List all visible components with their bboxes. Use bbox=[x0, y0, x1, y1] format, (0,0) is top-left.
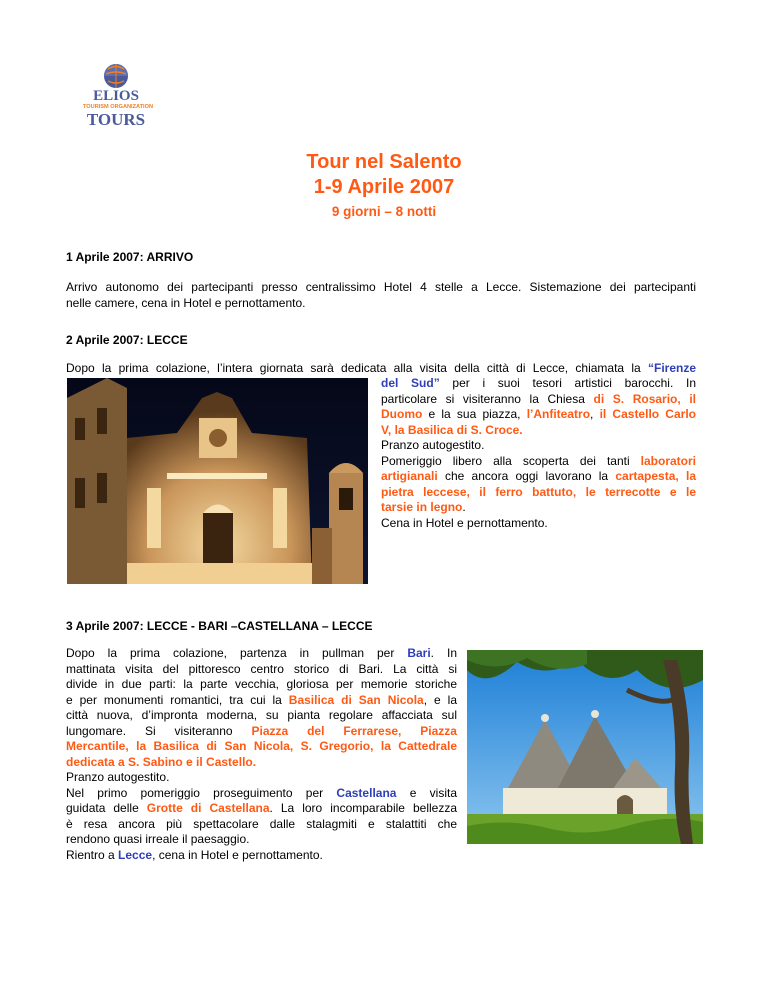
day2-text-3: e la sua piazza, bbox=[422, 407, 527, 421]
mercantile-highlight: Mercantile, la Basilica di San Nicola, S. Gregorio, la Cattedrale bbox=[66, 739, 457, 753]
lecce-duomo-photo bbox=[67, 378, 368, 584]
day3-line14b: , cena in Hotel e pernottamento. bbox=[152, 847, 323, 862]
bari-highlight: Bari bbox=[407, 646, 431, 660]
trulli-photo bbox=[467, 650, 703, 844]
castello-highlight: il Castello Carlo bbox=[599, 407, 696, 421]
day1-text bbox=[66, 280, 696, 311]
day1-line2: nelle camere, cena in Hotel e pernottamento. bbox=[66, 295, 306, 310]
tour-dates: 1-9 Aprile 2007 bbox=[313, 176, 455, 198]
day3-line10b: e visita bbox=[396, 785, 457, 800]
day2-text-5: che ancora oggi lavorano la bbox=[437, 469, 616, 483]
day3-line12: è resa ancora più spettacolare dalle stalagmiti e stalattiti che bbox=[66, 816, 457, 831]
day3-text bbox=[66, 646, 457, 863]
grotte-highlight: Grotte di Castellana bbox=[146, 801, 270, 815]
day3-line4b: , e la bbox=[423, 692, 457, 707]
day3-line5: città nuova, d’impronta moderna, su pianta regolare affacciata sul bbox=[66, 708, 457, 722]
day2-intro: Dopo la prima colazione, l’intera giornata sarà dedicata alla visita della città di Lecce, chiamata la bbox=[66, 361, 648, 375]
cartapesta-highlight: cartapesta, la bbox=[615, 469, 696, 483]
lecce-highlight: Lecce bbox=[118, 847, 153, 862]
day2-intro-line bbox=[66, 361, 696, 377]
day3-line4: e per monumenti romantici, tra cui la bbox=[66, 692, 289, 707]
sabino-highlight: dedicata a S. Sabino e il Castello. bbox=[66, 754, 257, 769]
day3-line6: lungomare. Si visiteranno bbox=[66, 723, 252, 738]
day3-pranzo: Pranzo autogestito. bbox=[66, 770, 170, 784]
ferrarese-highlight: Piazza del Ferrarese, Piazza bbox=[251, 723, 457, 738]
day1-line1: Arrivo autonomo dei partecipanti presso centralissimo Hotel 4 stelle a Lecce. Sistemazione dei partecipanti bbox=[66, 280, 696, 294]
day3-line14: Rientro a bbox=[66, 847, 119, 862]
logo-subtitle: TOURISM ORGANIZATION bbox=[82, 104, 154, 110]
laboratori-highlight: laboratori bbox=[640, 453, 696, 468]
tarsie-highlight: tarsie in legno bbox=[381, 500, 463, 514]
day2-heading: 2 Aprile 2007: LECCE bbox=[66, 333, 188, 347]
day1-heading: 1 Aprile 2007: ARRIVO bbox=[66, 250, 194, 264]
artigianali-highlight: artigianali bbox=[381, 469, 438, 483]
day2-column bbox=[381, 376, 696, 531]
day3-line13: rendono quasi irreale il paesaggio. bbox=[66, 832, 250, 846]
basilica-highlight: Basilica di San Nicola bbox=[288, 692, 424, 707]
firenze-highlight: “Firenze bbox=[647, 361, 696, 375]
day3-line2: mattinata visita del pittoresco centro storico di Bari. La città si bbox=[66, 661, 457, 676]
castellana-highlight: Castellana bbox=[336, 785, 397, 800]
day2-cena: Cena in Hotel e pernottamento. bbox=[381, 515, 548, 530]
day2-comma: , bbox=[590, 407, 600, 421]
day2-text-2: particolare si visiteranno la Chiesa bbox=[381, 391, 594, 406]
day3-line1: Dopo la prima colazione, partenza in pullman per bbox=[66, 646, 408, 660]
page-title: Tour nel Salento bbox=[306, 151, 462, 173]
rosario-highlight: di S. Rosario, il bbox=[593, 391, 696, 406]
day2-text-4: Pomeriggio libero alla scoperta dei tanti bbox=[381, 453, 641, 468]
day2-text-1: per i suoi tesori artistici barocchi. In bbox=[439, 376, 696, 390]
logo-elios: ELIOS bbox=[93, 88, 139, 104]
castello-highlight-2: V, la Basilica di S. Croce. bbox=[381, 422, 523, 437]
day2-pranzo: Pranzo autogestito. bbox=[381, 438, 485, 452]
day3-line10: Nel primo pomeriggio proseguimento per bbox=[66, 785, 337, 800]
day2-dot: . bbox=[462, 500, 466, 514]
day3-line1b: . In bbox=[430, 646, 457, 660]
tour-duration: 9 giorni – 8 notti bbox=[331, 204, 437, 219]
anfiteatro-highlight: l’Anfiteatro bbox=[526, 407, 591, 421]
sud-highlight: del Sud” bbox=[381, 376, 440, 390]
day3-line11b: . La loro incomparabile bellezza bbox=[269, 801, 457, 815]
day3-line11: guidata delle bbox=[66, 801, 147, 815]
day3-heading: 3 Aprile 2007: LECCE - BARI –CASTELLANA – LECCE bbox=[66, 619, 373, 633]
duomo-highlight: Duomo bbox=[381, 407, 423, 421]
pietra-highlight: pietra leccese, il ferro battuto, le terrecotte e le bbox=[381, 484, 696, 499]
elios-tours-logo bbox=[78, 60, 162, 130]
logo-tours: TOURS bbox=[86, 110, 146, 129]
day3-line3: divide in due parti: la parte vecchia, gloriosa per memorie storiche bbox=[66, 677, 457, 691]
